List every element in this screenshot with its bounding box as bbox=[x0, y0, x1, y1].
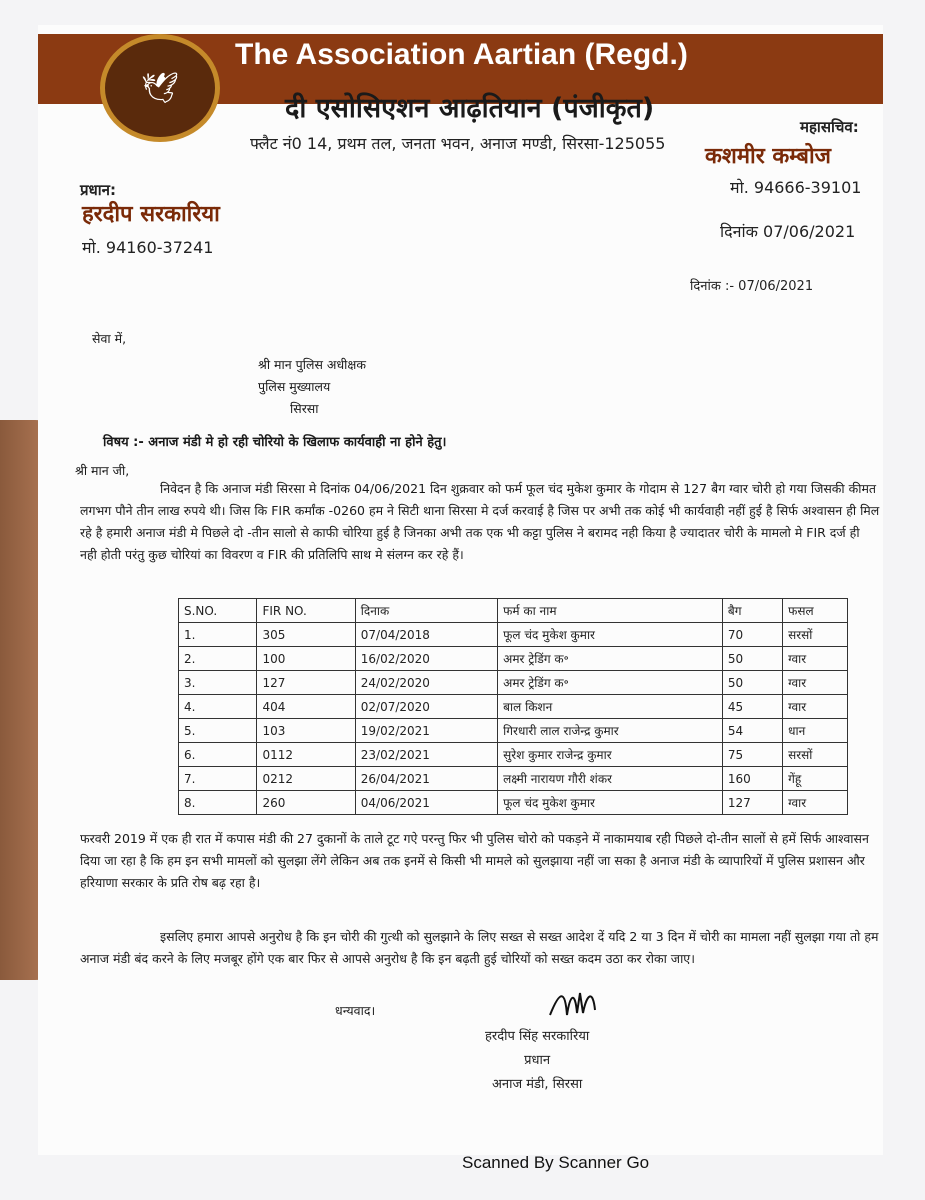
hindi-title: दी एसोसिएशन आढ़तियान (पंजीकृत) bbox=[285, 93, 655, 124]
table-row bbox=[179, 671, 848, 695]
table-cell: 127 bbox=[722, 791, 782, 815]
table-cell: गेंहू bbox=[783, 767, 848, 791]
table-cell: 305 bbox=[257, 623, 355, 647]
gen-sec-phone: मो. 94666-39101 bbox=[730, 178, 862, 197]
table-cell: 3. bbox=[179, 671, 257, 695]
table-cell: 75 bbox=[722, 743, 782, 767]
table-row bbox=[179, 695, 848, 719]
sign-place: अनाज मंडी, सिरसा bbox=[491, 1077, 583, 1092]
table-cell: 26/04/2021 bbox=[355, 767, 497, 791]
table-cell: 160 bbox=[722, 767, 782, 791]
table-cell: 07/04/2018 bbox=[355, 623, 497, 647]
table-cell: 5. bbox=[179, 719, 257, 743]
table-cell: अमर ट्रेडिंग क॰ bbox=[498, 647, 723, 671]
table-row bbox=[179, 743, 848, 767]
scanner-footer: Scanned By Scanner Go bbox=[462, 1153, 650, 1172]
fir-table bbox=[178, 598, 848, 815]
paragraph-2: फरवरी 2019 में एक ही रात में कपास मंडी की 27 दुकानों के ताले टूट गऐ परन्तु फिर भी पुलिस चोरो को पकड़ने में नाकामयाब रही पिछले दो-तीन सालों से हमें सिर्फ आश्वासन दिया जा रहा है कि हम इन सभी मामलों को सुलझा लेंगे लेकिन अब तक इनमें से किसी भी मामले को सुलझाया नहीं जा सका है अनाज मंडी के व्यापारियों में पुलिस प्रशासन और हरियाणा सरकार के प्रति रोष बढ़ रहा है। bbox=[80, 831, 869, 890]
table-cell: 2. bbox=[179, 647, 257, 671]
gen-sec-label: महासचिव: bbox=[800, 118, 859, 136]
table-cell: धान bbox=[783, 719, 848, 743]
table-cell: 6. bbox=[179, 743, 257, 767]
table-header-row bbox=[179, 599, 848, 623]
table-cell: 404 bbox=[257, 695, 355, 719]
table-row bbox=[179, 719, 848, 743]
subject: विषय :- अनाज मंडी मे हो रही चोरियो के खिलाफ कार्यवाही ना होने हेतु। bbox=[103, 435, 447, 450]
seva: सेवा में, bbox=[92, 331, 127, 346]
header-cell: S.NO. bbox=[179, 599, 257, 623]
table-cell: बाल किशन bbox=[498, 695, 723, 719]
header-cell: फर्म का नाम bbox=[498, 599, 723, 623]
table-cell: ग्वार bbox=[783, 647, 848, 671]
dove-emblem-icon: 🕊 bbox=[140, 70, 180, 106]
table-cell: ग्वार bbox=[783, 791, 848, 815]
table-cell: 19/02/2021 bbox=[355, 719, 497, 743]
header-cell: FIR NO. bbox=[257, 599, 355, 623]
gen-sec-date: दिनांक 07/06/2021 bbox=[720, 222, 856, 241]
table-row bbox=[179, 647, 848, 671]
header-cell: फसल bbox=[783, 599, 848, 623]
paragraph-3: इसलिए हमारा आपसे अनुरोध है कि इन चोरी की गुत्थी को सुलझाने के लिए सख्त से सख्त आदेश दें यदि 2 या 3 दिन में चोरी का मामला नहीं सुलझा गया तो हम अनाज मंडी बंद करने के लिए मजबूर होंगे एक बार फिर से आपसे अनुरोध है कि इन बढ़ती हुई चोरियों को सख्त कदम उठा कर रोका जाए। bbox=[80, 929, 879, 966]
salutation: श्री मान जी, bbox=[75, 463, 130, 478]
table-cell: 127 bbox=[257, 671, 355, 695]
signature bbox=[545, 985, 625, 1025]
english-title: The Association Aartian (Regd.) bbox=[235, 38, 688, 71]
letter-date: दिनांक :- 07/06/2021 bbox=[690, 279, 814, 294]
president-label: प्रधान: bbox=[80, 181, 116, 199]
table-row bbox=[179, 767, 848, 791]
table-cell: 103 bbox=[257, 719, 355, 743]
table-cell: ग्वार bbox=[783, 671, 848, 695]
table-row bbox=[179, 791, 848, 815]
table-cell: 7. bbox=[179, 767, 257, 791]
paragraph-1: निवेदन है कि अनाज मंडी सिरसा मे दिनांक 04/06/2021 दिन शुक्रवार को फर्म फूल चंद मुकेश कुमार के गोदाम से 127 बैग ग्वार चोरी हो गया जिसकी कीमत लगभग पौने तीन लाख रुपये थी। जिस कि FIR कर्मांक -0260 हम ने सिटी थाना सिरसा मे दर्ज करवाई है जिस पर अभी तक कोई भी कार्यवाही नहीं हुई है सिर्फ अश्वासन ही मिल रहे है हमारी अनाज मंडी मे पिछले दो -तीन सालो से काफी चोरिया हुई है जिनका अभी तक एक भी कट्टा पुलिस ने बरामद नही किया है ज्यादातर चोरी के मामलो मे FIR दर्ज ही नही होती परंतु कुछ चोरियां का विवरण व FIR की प्रतिलिपि साथ मे संलग्न कर रहे हैं। bbox=[80, 481, 880, 562]
association-logo bbox=[100, 34, 220, 142]
sign-title: प्रधान bbox=[524, 1053, 551, 1068]
header-cell: दिनाक bbox=[355, 599, 497, 623]
table-cell: 260 bbox=[257, 791, 355, 815]
gen-sec-name: कशमीर कम्बोज bbox=[705, 144, 831, 169]
table-cell: 16/02/2020 bbox=[355, 647, 497, 671]
table-cell: लक्ष्मी नारायण गौरी शंकर bbox=[498, 767, 723, 791]
table-cell: फूल चंद मुकेश कुमार bbox=[498, 791, 723, 815]
table-cell: 23/02/2021 bbox=[355, 743, 497, 767]
table-cell: 02/07/2020 bbox=[355, 695, 497, 719]
president-name: हरदीप सरकारिया bbox=[82, 202, 220, 227]
table-cell: 50 bbox=[722, 647, 782, 671]
table-cell: 4. bbox=[179, 695, 257, 719]
table-cell: 8. bbox=[179, 791, 257, 815]
table-cell: 0212 bbox=[257, 767, 355, 791]
recipient-line-1: श्री मान पुलिस अधीक्षक bbox=[258, 357, 366, 372]
table-cell: अमर ट्रेडिंग क॰ bbox=[498, 671, 723, 695]
table-cell: 54 bbox=[722, 719, 782, 743]
table-cell: 70 bbox=[722, 623, 782, 647]
table-cell: 04/06/2021 bbox=[355, 791, 497, 815]
table-cell: 0112 bbox=[257, 743, 355, 767]
table-cell: सुरेश कुमार राजेन्द्र कुमार bbox=[498, 743, 723, 767]
sign-off bbox=[485, 1025, 589, 1097]
president-phone: मो. 94160-37241 bbox=[82, 238, 214, 257]
recipient-line-3: सिरसा bbox=[290, 401, 319, 416]
header-cell: बैग bbox=[722, 599, 782, 623]
table-cell: ग्वार bbox=[783, 695, 848, 719]
address: फ्लैट नं0 14, प्रथम तल, जनता भवन, अनाज मण्डी, सिरसा-125055 bbox=[250, 134, 666, 153]
table-cell: 45 bbox=[722, 695, 782, 719]
table-cell: 1. bbox=[179, 623, 257, 647]
table-cell: सरसों bbox=[783, 743, 848, 767]
sign-name: हरदीप सिंह सरकारिया bbox=[485, 1029, 590, 1044]
table-row bbox=[179, 623, 848, 647]
table-cell: फूल चंद मुकेश कुमार bbox=[498, 623, 723, 647]
thanks: धन्यवाद। bbox=[335, 1003, 376, 1018]
recipient-line-2: पुलिस मुख्यालय bbox=[258, 379, 331, 394]
table-cell: गिरधारी लाल राजेन्द्र कुमार bbox=[498, 719, 723, 743]
table-cell: 24/02/2020 bbox=[355, 671, 497, 695]
table-cell: सरसों bbox=[783, 623, 848, 647]
table-cell: 50 bbox=[722, 671, 782, 695]
table-cell: 100 bbox=[257, 647, 355, 671]
